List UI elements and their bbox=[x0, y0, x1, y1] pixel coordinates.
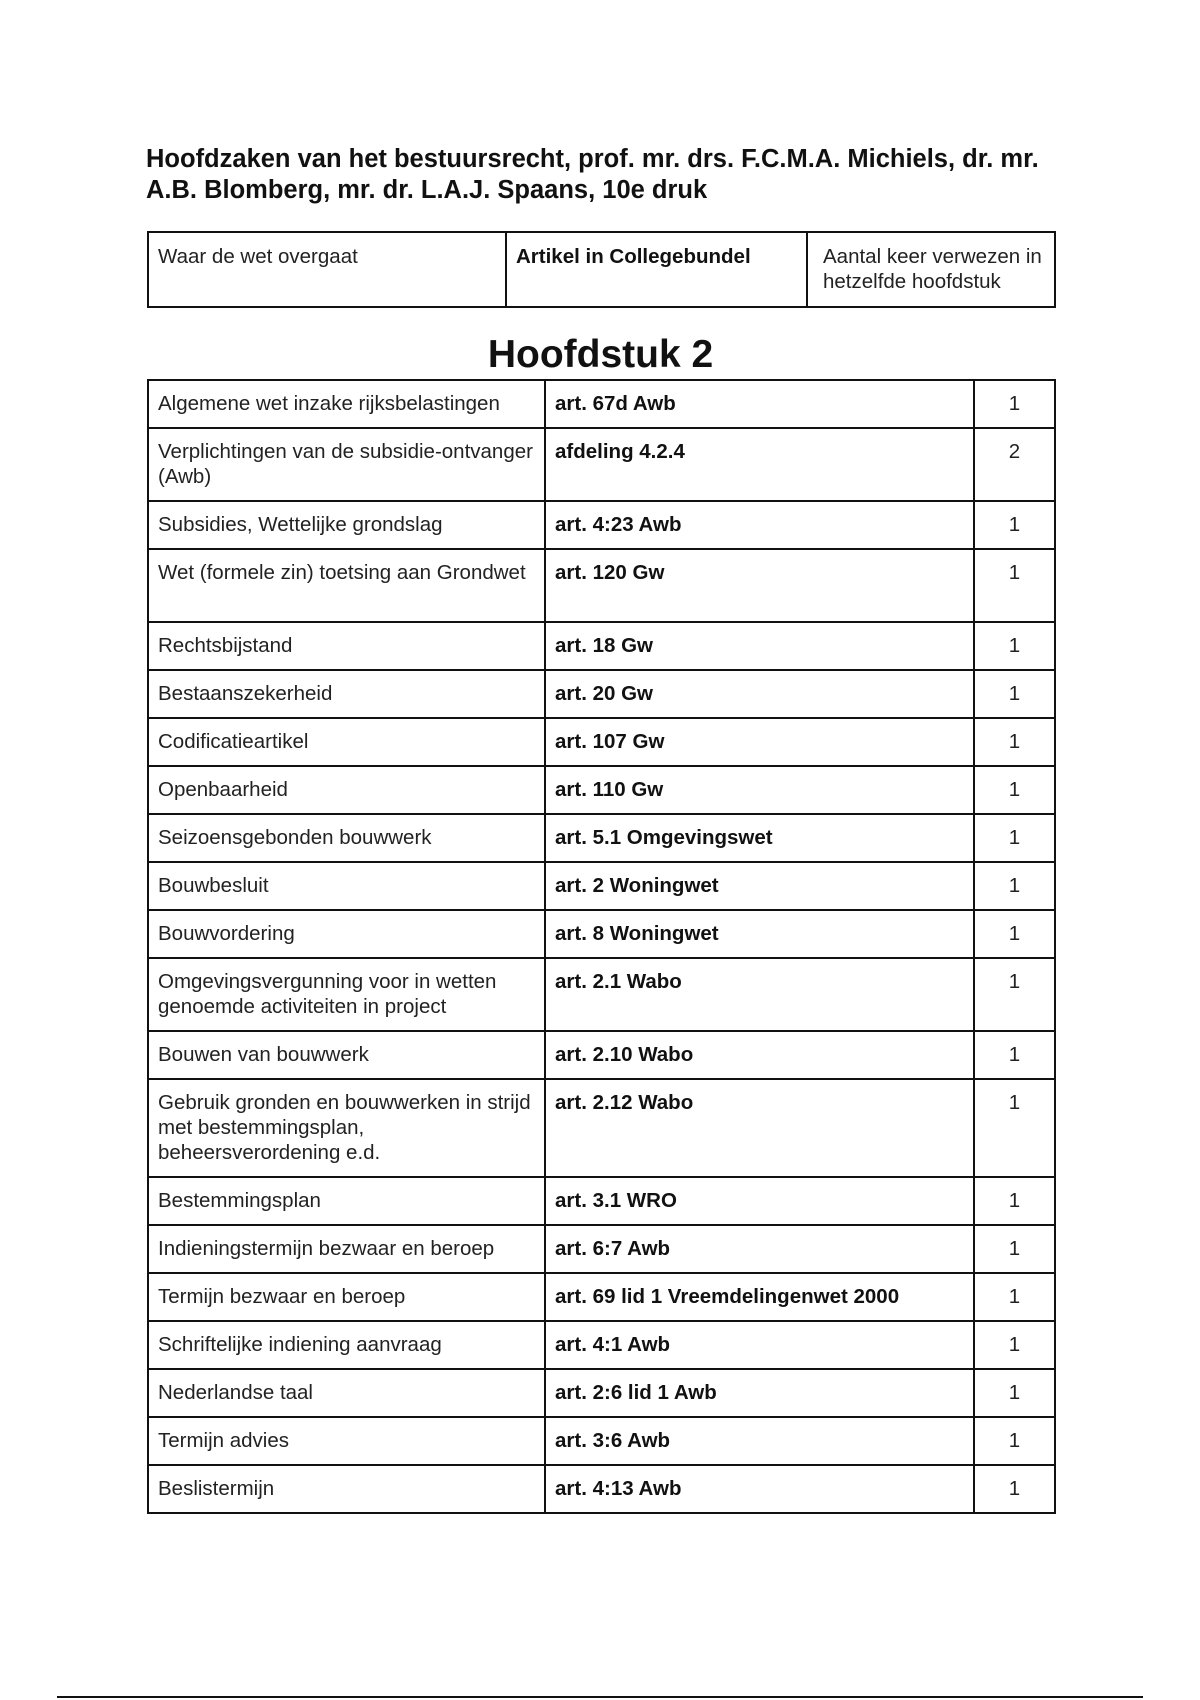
cell-count: 1 bbox=[974, 1225, 1055, 1273]
cell-article: art. 8 Woningwet bbox=[545, 910, 974, 958]
table-row bbox=[148, 1369, 1055, 1417]
cell-count: 1 bbox=[974, 501, 1055, 549]
table-row bbox=[148, 958, 1055, 1031]
table-row bbox=[148, 910, 1055, 958]
cell-subject: Rechtsbijstand bbox=[148, 622, 545, 670]
column-header-article: Artikel in Collegebundel bbox=[506, 232, 807, 307]
cell-subject: Bestaanszekerheid bbox=[148, 670, 545, 718]
cell-article: art. 69 lid 1 Vreemdelingenwet 2000 bbox=[545, 1273, 974, 1321]
cell-article: afdeling 4.2.4 bbox=[545, 428, 974, 501]
cell-count: 1 bbox=[974, 814, 1055, 862]
table-row bbox=[148, 380, 1055, 428]
table-row bbox=[148, 718, 1055, 766]
cell-subject: Bestemmingsplan bbox=[148, 1177, 545, 1225]
cell-subject: Algemene wet inzake rijksbelastingen bbox=[148, 380, 545, 428]
cell-subject: Seizoensgebonden bouwwerk bbox=[148, 814, 545, 862]
cell-count: 1 bbox=[974, 622, 1055, 670]
table-row bbox=[148, 549, 1055, 622]
cell-article: art. 4:23 Awb bbox=[545, 501, 974, 549]
column-header-count: Aantal keer verwezen in hetzelfde hoofdstuk bbox=[807, 232, 1055, 307]
table-row bbox=[148, 1177, 1055, 1225]
table-row bbox=[148, 766, 1055, 814]
cell-subject: Indieningstermijn bezwaar en beroep bbox=[148, 1225, 545, 1273]
cell-count: 1 bbox=[974, 549, 1055, 622]
cell-subject: Openbaarheid bbox=[148, 766, 545, 814]
table-row bbox=[148, 501, 1055, 549]
cell-article: art. 18 Gw bbox=[545, 622, 974, 670]
chapter-heading: Hoofdstuk 2 bbox=[487, 333, 714, 376]
cell-count: 1 bbox=[974, 1031, 1055, 1079]
cell-article: art. 2.10 Wabo bbox=[545, 1031, 974, 1079]
cell-count: 2 bbox=[974, 428, 1055, 501]
cell-subject: Wet (formele zin) toetsing aan Grondwet bbox=[148, 549, 545, 622]
cell-subject: Termijn advies bbox=[148, 1417, 545, 1465]
column-header-subject: Waar de wet overgaat bbox=[148, 232, 506, 307]
cell-article: art. 3.1 WRO bbox=[545, 1177, 974, 1225]
cell-count: 1 bbox=[974, 1417, 1055, 1465]
cell-count: 1 bbox=[974, 766, 1055, 814]
cell-article: art. 2:6 lid 1 Awb bbox=[545, 1369, 974, 1417]
table-row bbox=[148, 1225, 1055, 1273]
cell-count: 1 bbox=[974, 1369, 1055, 1417]
table-row bbox=[148, 814, 1055, 862]
cell-subject: Subsidies, Wettelijke grondslag bbox=[148, 501, 545, 549]
cell-count: 1 bbox=[974, 1273, 1055, 1321]
cell-article: art. 67d Awb bbox=[545, 380, 974, 428]
cell-article: art. 120 Gw bbox=[545, 549, 974, 622]
table-row bbox=[148, 1031, 1055, 1079]
cell-article: art. 110 Gw bbox=[545, 766, 974, 814]
cell-count: 1 bbox=[974, 910, 1055, 958]
page-divider bbox=[57, 1696, 1143, 1698]
cell-subject: Omgevingsvergunning voor in wetten genoemde activiteiten in project bbox=[148, 958, 545, 1031]
column-header-row bbox=[148, 232, 1055, 307]
cell-subject: Gebruik gronden en bouwwerken in strijd met bestemmingsplan, beheersverordening e.d. bbox=[148, 1079, 545, 1177]
cell-subject: Codificatieartikel bbox=[148, 718, 545, 766]
table-row bbox=[148, 670, 1055, 718]
cell-count: 1 bbox=[974, 670, 1055, 718]
table-row bbox=[148, 622, 1055, 670]
cell-article: art. 4:13 Awb bbox=[545, 1465, 974, 1513]
cell-count: 1 bbox=[974, 1321, 1055, 1369]
cell-article: art. 2.1 Wabo bbox=[545, 958, 974, 1031]
table-row bbox=[148, 862, 1055, 910]
table-row bbox=[148, 1465, 1055, 1513]
table-row bbox=[148, 428, 1055, 501]
column-header-table bbox=[147, 231, 1056, 308]
cell-subject: Termijn bezwaar en beroep bbox=[148, 1273, 545, 1321]
table-row bbox=[148, 1273, 1055, 1321]
cell-article: art. 2.12 Wabo bbox=[545, 1079, 974, 1177]
cell-subject: Nederlandse taal bbox=[148, 1369, 545, 1417]
cell-article: art. 107 Gw bbox=[545, 718, 974, 766]
cell-article: art. 20 Gw bbox=[545, 670, 974, 718]
cell-count: 1 bbox=[974, 862, 1055, 910]
cell-subject: Bouwen van bouwwerk bbox=[148, 1031, 545, 1079]
cell-subject: Schriftelijke indiening aanvraag bbox=[148, 1321, 545, 1369]
cell-subject: Verplichtingen van de subsidie-ontvanger (Awb) bbox=[148, 428, 545, 501]
document-title: Hoofdzaken van het bestuursrecht, prof. mr. drs. F.C.M.A. Michiels, dr. mr. A.B. Blomberg, mr. dr. L.A.J. Spaans, 10e druk bbox=[146, 145, 1039, 204]
cell-article: art. 5.1 Omgevingswet bbox=[545, 814, 974, 862]
cell-count: 1 bbox=[974, 718, 1055, 766]
cell-count: 1 bbox=[974, 1177, 1055, 1225]
cell-count: 1 bbox=[974, 380, 1055, 428]
cell-count: 1 bbox=[974, 1079, 1055, 1177]
cell-article: art. 4:1 Awb bbox=[545, 1321, 974, 1369]
reference-table bbox=[147, 379, 1056, 1514]
table-row bbox=[148, 1321, 1055, 1369]
table-row bbox=[148, 1079, 1055, 1177]
cell-subject: Bouwvordering bbox=[148, 910, 545, 958]
table-row bbox=[148, 1417, 1055, 1465]
cell-article: art. 6:7 Awb bbox=[545, 1225, 974, 1273]
cell-article: art. 3:6 Awb bbox=[545, 1417, 974, 1465]
cell-subject: Bouwbesluit bbox=[148, 862, 545, 910]
cell-article: art. 2 Woningwet bbox=[545, 862, 974, 910]
cell-count: 1 bbox=[974, 958, 1055, 1031]
cell-subject: Beslistermijn bbox=[148, 1465, 545, 1513]
cell-count: 1 bbox=[974, 1465, 1055, 1513]
